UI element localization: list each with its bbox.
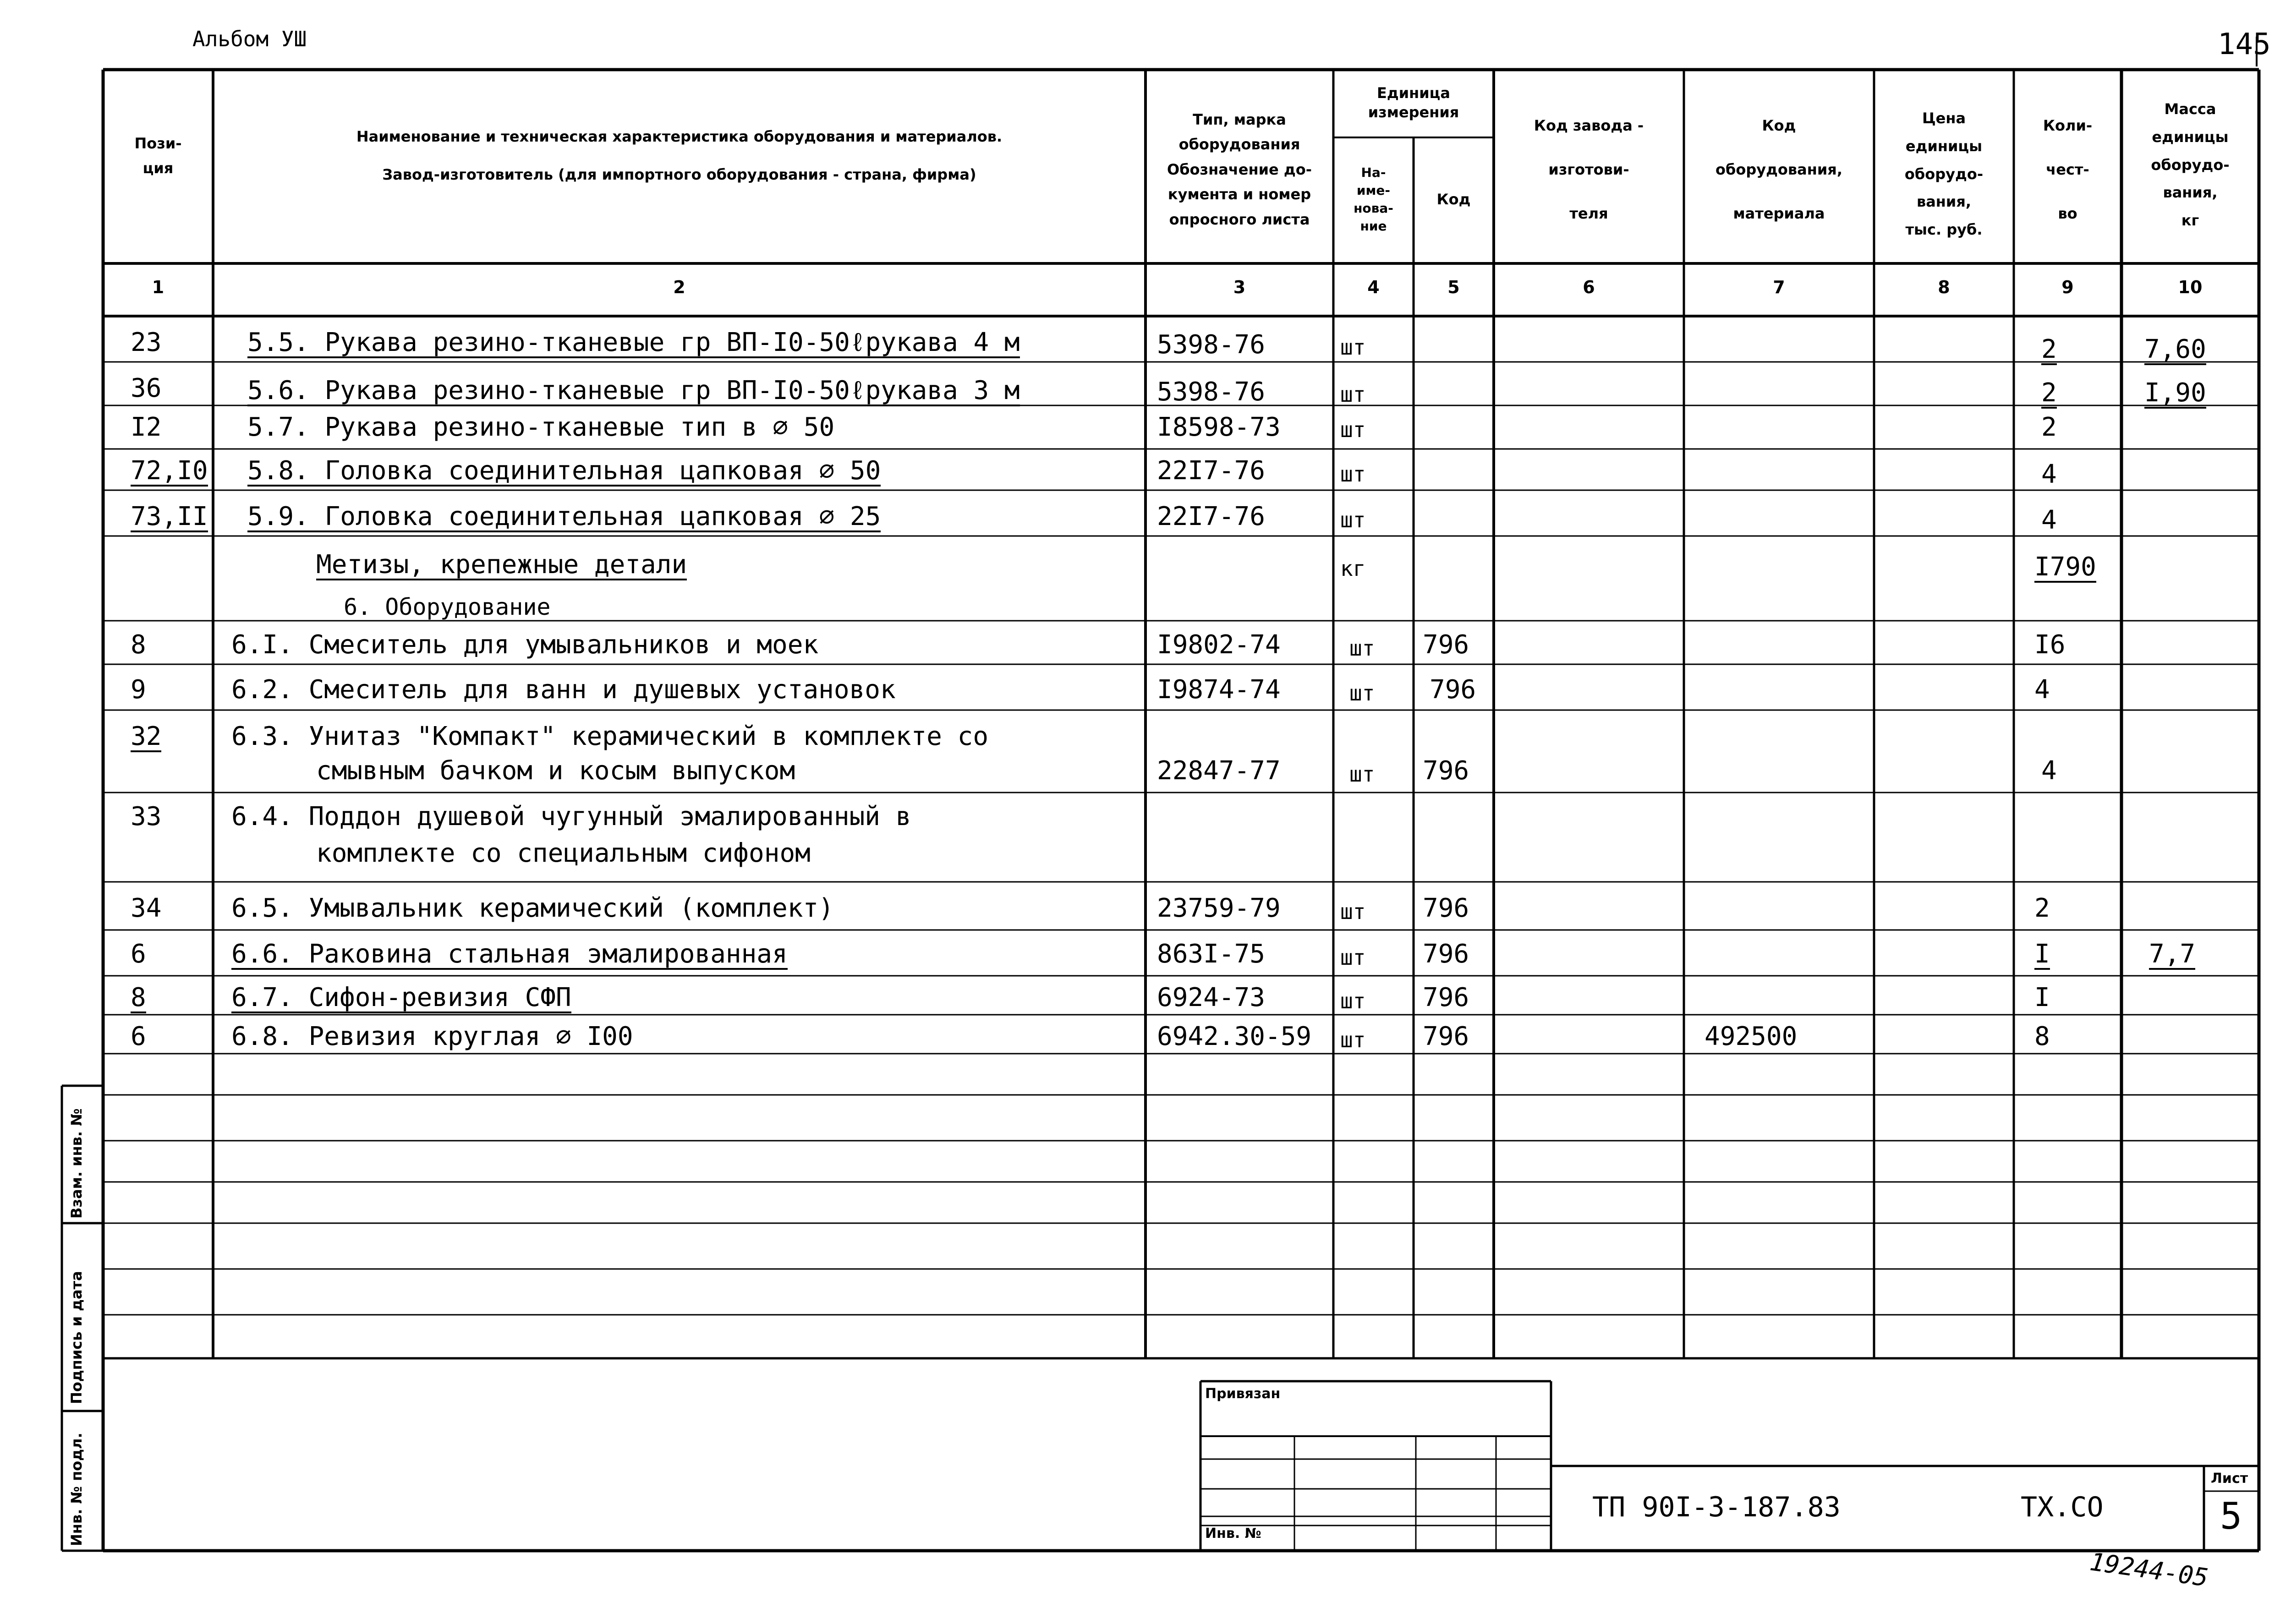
row-5-doc: 22I7-76 [1157, 502, 1266, 531]
row-7-section-title: 6. Оборудование [344, 594, 551, 620]
row-15-code: 796 [1423, 939, 1469, 969]
row-14-code: 796 [1423, 893, 1469, 923]
col-header-3: Тип, марка оборудования Обозначение до- кумента и номер опросного листа [1167, 111, 1312, 228]
row-4-qty: 4 [2041, 459, 2057, 489]
row-10-name: 6.3. Унитаз "Компакт" керамический в комплекте со [231, 722, 989, 751]
col-num-5: 5 [1447, 277, 1460, 297]
row-17-position: 6 [131, 1022, 146, 1051]
col-num-9: 9 [2061, 277, 2074, 297]
row-15-name: 6.6. Раковина стальная эмалированная [231, 939, 788, 969]
col-num-8: 8 [1938, 277, 1950, 297]
row-2-position: 36 [131, 373, 162, 403]
row-17-equipment-code: 492500 [1705, 1022, 1798, 1051]
col-num-3: 3 [1233, 277, 1246, 297]
row-14-position: 34 [131, 893, 162, 923]
row-11-code: 796 [1423, 756, 1469, 786]
row-1-doc: 5398-76 [1157, 330, 1266, 360]
row-16-position: 8 [131, 983, 146, 1012]
footer-handwritten-number: 19244-05 [2088, 1547, 2210, 1592]
row-10-position: 32 [131, 722, 162, 751]
row-16-qty: I [2034, 983, 2050, 1012]
row-3-name: 5.7. Рукава резино-тканевые тип в ⌀ 50 [247, 412, 835, 442]
row-16-name: 6.7. Сифон-ревизия СФП [231, 983, 571, 1012]
row-8-code: 796 [1423, 630, 1469, 660]
col-header-9: Коли- чест- во [2043, 117, 2093, 222]
row-15-qty: I [2034, 939, 2050, 969]
row-1-qty: 2 [2041, 334, 2057, 364]
row-17-name: 6.8. Ревизия круглая ⌀ I00 [231, 1022, 633, 1051]
row-14-doc: 23759-79 [1157, 893, 1281, 923]
row-6-name: Метизы, крепежные детали [316, 550, 687, 580]
row-4-unit: шт [1340, 462, 1366, 487]
row-2-qty: 2 [2041, 378, 2057, 408]
row-8-position: 8 [131, 630, 146, 660]
row-5-position: 73,II [131, 502, 208, 531]
row-9-unit: шт [1349, 681, 1375, 705]
col-num-2: 2 [673, 277, 685, 297]
row-14-name: 6.5. Умывальник керамический (комплект) [231, 893, 834, 923]
col-header-6: Код завода - изготови- теля [1534, 117, 1644, 222]
stamp-bound-label: Привязан [1205, 1386, 1281, 1402]
row-16-unit: шт [1340, 989, 1366, 1013]
row-5-unit: шт [1340, 508, 1366, 532]
col-num-10: 10 [2178, 277, 2203, 297]
stamp-doc-code: ТП 90I-3-187.83 [1592, 1491, 1841, 1523]
row-15-mass: 7,7 [2149, 939, 2196, 969]
row-4-position: 72,I0 [131, 456, 208, 486]
row-15-position: 6 [131, 939, 146, 969]
row-5-name: 5.9. Головка соединительная цапковая ⌀ 25 [247, 502, 881, 531]
side-label-original-inv: Инв. № подл. [68, 1433, 85, 1546]
col-header-1: Пози- ция [134, 134, 182, 177]
row-4-name: 5.8. Головка соединительная цапковая ⌀ 50 [247, 456, 881, 486]
row-16-doc: 6924-73 [1157, 983, 1266, 1012]
row-15-unit: шт [1340, 945, 1366, 970]
col-num-6: 6 [1583, 277, 1595, 297]
row-6-unit: кг [1340, 556, 1366, 581]
row-13-name: комплекте со специальным сифоном [316, 838, 811, 868]
row-11-unit: шт [1349, 762, 1375, 787]
row-8-qty: I6 [2034, 630, 2066, 660]
row-3-position: I2 [131, 412, 162, 442]
row-8-name: 6.I. Смеситель для умывальников и моек [231, 630, 819, 660]
row-12-position: 33 [131, 802, 162, 831]
row-17-doc: 6942.30-59 [1157, 1022, 1312, 1051]
side-label-replacement-inv: Взам. инв. № [68, 1108, 85, 1219]
row-14-qty: 2 [2034, 893, 2050, 923]
col-header-5: Код [1436, 190, 1471, 208]
row-2-mass: I,90 [2144, 378, 2206, 408]
row-9-position: 9 [131, 675, 146, 705]
row-9-doc: I9874-74 [1157, 675, 1281, 705]
col-num-7: 7 [1773, 277, 1785, 297]
row-8-doc: I9802-74 [1157, 630, 1281, 660]
row-9-code: 796 [1430, 675, 1476, 705]
row-6-qty: I790 [2034, 552, 2096, 582]
col-header-2: Наименование и техническая характеристика оборудования и материалов. Завод-изготовитель (для импортного оборудования - страна, фирма) [356, 127, 1003, 183]
stamp-doc-suffix: ТХ.СО [2021, 1491, 2104, 1523]
col-header-4: На- име- нова- ние [1354, 164, 1393, 234]
row-2-doc: 5398-76 [1157, 377, 1266, 407]
col-header-10: Масса единицы оборудо- вания, кг [2151, 100, 2230, 230]
row-2-unit: шт [1340, 382, 1366, 407]
col-header-7: Код оборудования, материала [1716, 117, 1842, 222]
row-1-mass: 7,60 [2144, 334, 2206, 364]
row-11-doc: 22847-77 [1157, 756, 1281, 786]
row-12-name: 6.4. Поддон душевой чугунный эмалированный в [231, 802, 911, 831]
row-1-name: 5.5. Рукава резино-тканевые гр ВП-I0-50ℓрукава 4 м [247, 328, 1020, 357]
row-2-name: 5.6. Рукава резино-тканевые гр ВП-I0-50ℓрукава 3 м [247, 376, 1020, 405]
row-9-qty: 4 [2034, 675, 2050, 705]
unit-group-header: Единица измерения [1368, 84, 1459, 121]
col-num-4: 4 [1367, 277, 1380, 297]
row-14-unit: шт [1340, 899, 1366, 924]
row-11-qty: 4 [2041, 756, 2057, 786]
row-3-unit: шт [1340, 417, 1366, 442]
row-9-name: 6.2. Смеситель для ванн и душевых установок [231, 675, 896, 705]
row-17-code: 796 [1423, 1022, 1469, 1051]
row-8-unit: шт [1349, 636, 1375, 661]
row-16-code: 796 [1423, 983, 1469, 1012]
stamp-inv-label: Инв. № [1205, 1526, 1261, 1542]
row-17-unit: шт [1340, 1028, 1366, 1052]
col-header-8: Цена единицы оборудо- вания, тыс. руб. [1904, 109, 1984, 239]
row-3-qty: 2 [2041, 412, 2057, 442]
row-1-unit: шт [1340, 335, 1366, 360]
stamp-sheet-number: 5 [2220, 1495, 2242, 1537]
row-11-name: смывным бачком и косым выпуском [316, 756, 795, 786]
row-5-qty: 4 [2041, 505, 2057, 535]
row-3-doc: I8598-73 [1157, 412, 1281, 442]
album-label: Альбом УШ [192, 27, 307, 51]
row-17-qty: 8 [2034, 1022, 2050, 1051]
row-1-position: 23 [131, 328, 162, 357]
col-num-1: 1 [152, 277, 164, 297]
row-15-doc: 863I-75 [1157, 939, 1266, 969]
side-label-signature-date: Подпись и дата [68, 1271, 85, 1404]
row-4-doc: 22I7-76 [1157, 456, 1266, 486]
stamp-sheet-label: Лист [2211, 1471, 2248, 1487]
page-corner-number: 145 [2218, 27, 2271, 61]
